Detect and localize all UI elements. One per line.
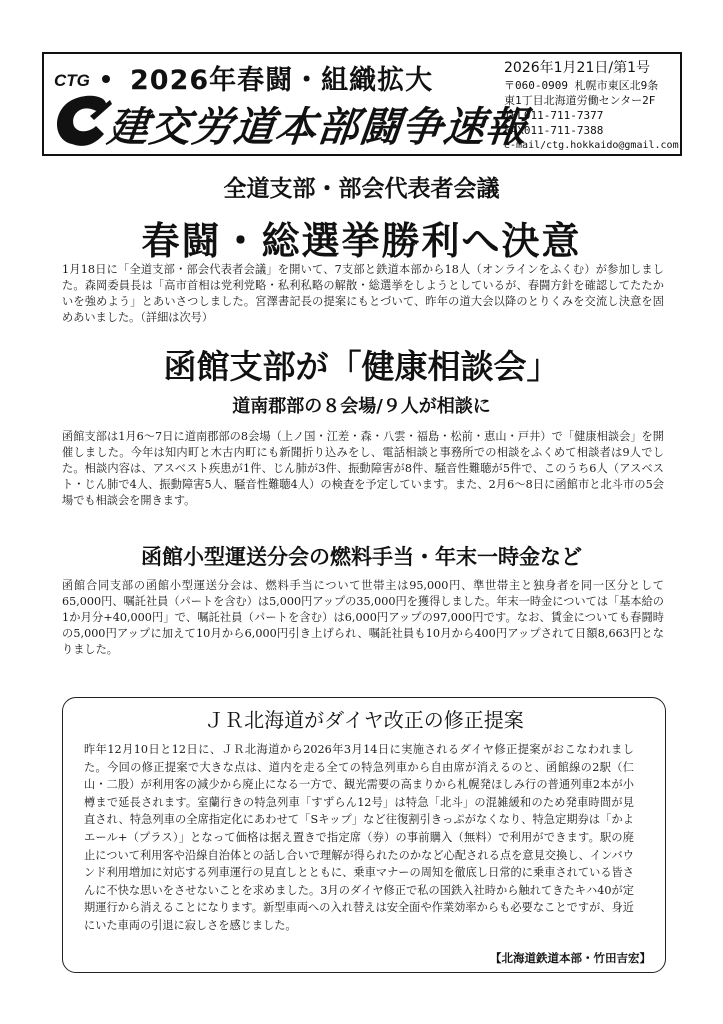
article4-signature: 【北海道鉄道本部・竹田吉宏】 [490,951,651,965]
article1-body: 1月18日に「全道支部・部会代表者会議」を開いて、7支部と鉄道本部から18人（オンラインをふくむ）が参加しました。森岡委員長は「高市首相は党利党略・私利私略の解散・総選挙をしようとしているが、春闘方針を確認してたたかいを強めよう」とあいさつしました。宮澤書記長の提案にもとづいて、昨年の道大会以降のとりくみを交流し決意を固めあいました。（詳細は次号） [62,263,664,324]
address-line-1: 〒060-0909 札幌市東区北9条 [504,79,659,92]
masthead-contact [504,58,680,153]
article3-body: 函館合同支部の函館小型運送分会は、燃料手当について世帯主は95,000円、準世帯主と独身者を同一区分として65,000円、嘱託社員（パートを含む）は5,000円アップの35,000円を獲得しました。年末一時金については「基本給の1か月分+40,000円」で、嘱託社員（パートを含む）は6,000円アップの97,000円です。なお、賃金についても春闘時の5,000円アップに加えて10月から6,000円引き上げられ、嘱託社員も10月から400円アップされて日額8,663円となりました。 [62,579,664,656]
tel-number: TEL011-711-7377 [504,109,604,122]
masthead-title: 建交労道本部闘争速報 [105,103,531,151]
email-address: e-mail/ctg.hokkaido@gmail.com [504,140,679,151]
logo-text: CTG [54,71,90,90]
ctg-logo [50,64,114,150]
masthead [42,52,682,156]
issue-date: 2026年1月21日/第1号 [504,60,650,76]
article1-kicker: 全道支部・部会代表者会議 [223,176,500,202]
article3-headline: 函館小型運送分会の燃料手当・年末一時金など [141,545,582,569]
article2-headline: 函館支部が「健康相談会」 [163,347,560,386]
fax-number: FAX011-711-7388 [504,124,604,137]
article2-body: 函館支部は1月6～7日に道南郡部の8会場（上ノ国・江差・森・八雲・福島・松前・恵山・戸井）で「健康相談会」を開催しました。今年は知内町と木古内町にも新聞折り込みをし、電話相談と事務所での相談をふくめて相談者は9人でした。相談内容は、アスベスト疾患が1件、じん肺が3件、振動障害が8件、騒音性難聴が5件で、このうち6人（アスベスト・じん肺で4人、振動障害5人、騒音性難聴4人）の検査を予定しています。また、2月6～8日に函館市と北斗市の5会場でも相談会を開きます。 [62,430,664,507]
address-line-2: 東1丁目北海道労働センター2F [504,94,656,107]
masthead-subtitle: 2026年春闘・組織拡大 [130,65,434,96]
article4-body: 昨年12月10日と12日に、ＪＲ北海道から2026年3月14日に実施されるダイヤ修正提案がおこなわれました。今回の修正提案で大きな点は、道内を走る全ての特急列車から自由席が消えるのと、函館線の2駅（仁山・二股）が利用客の減少から廃止になる一方で、観光需要の高まりから札幌発ほしみ行の普通列車2本が小樽まで延長されます。室蘭行きの特急列車「すずらん12号」は特急「北斗」の混雑緩和のため発車時間が見直され、特急列車の全席指定化にあわせて「Sキップ」など往復割引きっぷがなくなり、特急定期券は「かよエール+（プラス）」となって価格は据え置きで指定席（券）の事前購入（無料）で利用ができます。駅の廃止について利用客や沿線自治体との話し合いで理解が得られたのかなど心配される点を意見交換し、インバウンド利用増加に対応する列車運行の見直しとともに、乗車マナーの周知を徹底し日常的に乗車されている皆さんに不快な思いをさせないことを求めました。3月のダイヤ修正で私の国鉄入社時から触れてきたキハ40が定期運行から消えることになります。新型車両への入れ替えは安全面や作業効率からも必要なことですが、身近にいた車両の引退に寂しさを感じました。 [84,743,634,932]
article4-headline: ＪＲ北海道がダイヤ改正の修正提案 [204,708,524,732]
article1-headline: 春闘・総選挙勝利へ決意 [141,219,582,263]
article2-subhead: 道南郡部の８会場/９人が相談に [232,396,491,417]
